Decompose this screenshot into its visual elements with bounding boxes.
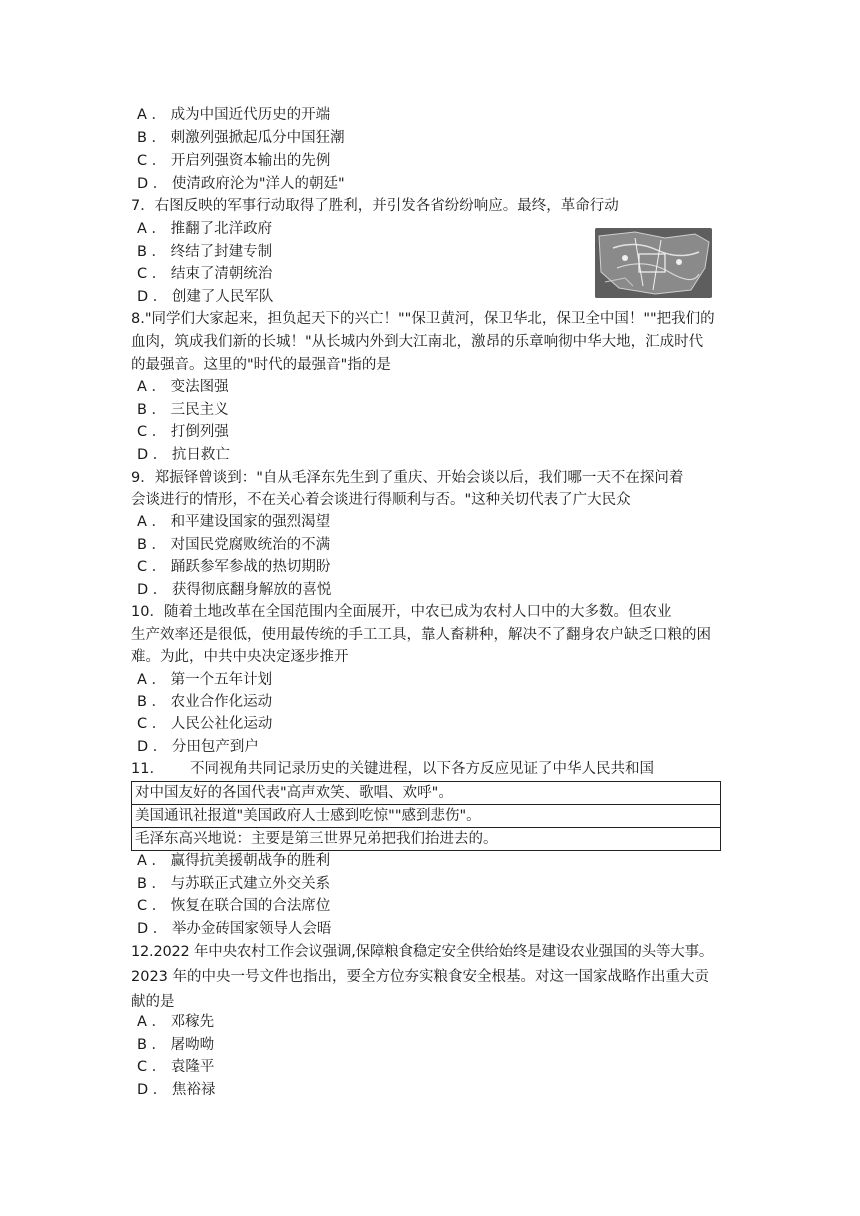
q6-option-d: D ． 使清政府沦为"洋人的朝廷" bbox=[137, 176, 345, 192]
q7-stem: 7．右图反映的军事行动取得了胜利，并引发各省纷纷响应。最终，革命行动 bbox=[131, 198, 619, 214]
q11-option-d: D ． 举办金砖国家领导人会晤 bbox=[137, 921, 332, 937]
q6-option-c: C ． 开启列强资本输出的先例 bbox=[137, 153, 331, 169]
q12-stem-line-3: 献的是 bbox=[131, 994, 175, 1010]
q7-option-c: C ． 结束了清朝统治 bbox=[137, 266, 273, 282]
q11-option-b: B ． 与苏联正式建立外交关系 bbox=[137, 876, 331, 892]
table-row bbox=[132, 782, 721, 805]
q12-option-d: D ． 焦裕禄 bbox=[137, 1082, 216, 1098]
q8-stem-line-2: 血肉，筑成我们新的长城！"从长城内外到大江南北，激昂的乐章响彻中华大地，汇成时代 bbox=[131, 334, 704, 350]
q7-option-d: D ． 创建了人民军队 bbox=[137, 289, 274, 305]
q8-option-b: B ． 三民主义 bbox=[137, 402, 229, 418]
q6-option-a: A ． 成为中国近代历史的开端 bbox=[137, 107, 331, 123]
q8-option-a: A ． 变法图强 bbox=[137, 379, 229, 395]
q9-stem-line-1: 9．郑振铎曾谈到："自从毛泽东先生到了重庆、开始会谈以后，我们哪一天不在探问着 bbox=[131, 470, 684, 486]
q10-stem-line-3: 难。为此，中共中央决定逐步推开 bbox=[131, 649, 349, 665]
q12-stem-line-1: 12.2022 年中央农村工作会议强调,保障粮食稳定安全供给始终是建设农业强国的头等大事。 bbox=[131, 944, 714, 960]
q10-option-a: A ． 第一个五年计划 bbox=[137, 672, 273, 688]
q11-option-c: C ． 恢复在联合国的合法席位 bbox=[137, 898, 331, 914]
q9-option-a: A ． 和平建设国家的强烈渴望 bbox=[137, 514, 331, 530]
q7-option-b: B ． 终结了封建专制 bbox=[137, 244, 273, 260]
q11-quote-2: 美国通讯社报道"美国政府人士感到吃惊""感到悲伤"。 bbox=[132, 805, 721, 828]
q12-option-a: A ． 邓稼先 bbox=[137, 1014, 215, 1030]
q9-option-d: D ． 获得彻底翻身解放的喜悦 bbox=[137, 582, 332, 598]
q11-number: 11. bbox=[131, 761, 155, 777]
table-row bbox=[132, 805, 721, 828]
q11-option-a: A ． 赢得抗美援朝战争的胜利 bbox=[137, 853, 331, 869]
q12-option-b: B ． 屠呦呦 bbox=[137, 1037, 215, 1053]
q8-stem-line-1: 8."同学们大家起来，担负起天下的兴亡！""保卫黄河，保卫华北，保卫全中国！""把我们的 bbox=[131, 311, 715, 327]
q11-quote-table bbox=[131, 781, 721, 851]
battle-map-image bbox=[595, 228, 712, 298]
q12-stem-line-2: 2023 年的中央一号文件也指出，要全方位夯实粮食安全根基。对这一国家战略作出重大贡 bbox=[131, 969, 710, 985]
q12-option-c: C ． 袁隆平 bbox=[137, 1059, 215, 1075]
q9-option-b: B ． 对国民党腐败统治的不满 bbox=[137, 537, 331, 553]
q11-quote-3: 毛泽东高兴地说：主要是第三世界兄弟把我们抬进去的。 bbox=[132, 828, 721, 851]
q10-option-b: B ． 农业合作化运动 bbox=[137, 694, 273, 710]
q10-option-c: C ． 人民公社化运动 bbox=[137, 716, 273, 732]
q10-stem-line-1: 10．随着土地改革在全国范围内全面展开，中农已成为农村人口中的大多数。但农业 bbox=[131, 604, 672, 620]
q11-quote-1: 对中国友好的各国代表"高声欢笑、歌唱、欢呼"。 bbox=[132, 782, 721, 805]
q10-stem-line-2: 生产效率还是很低，使用最传统的手工工具，靠人畜耕种，解决不了翻身农户缺乏口粮的困 bbox=[131, 627, 711, 643]
q8-stem-line-3: 的最强音。这里的"时代的最强音"指的是 bbox=[131, 357, 391, 373]
table-row bbox=[132, 828, 721, 851]
q9-option-c: C ． 踊跃参军参战的热切期盼 bbox=[137, 559, 331, 575]
q6-option-b: B ． 刺激列强掀起瓜分中国狂潮 bbox=[137, 130, 345, 146]
q8-option-c: C ． 打倒列强 bbox=[137, 424, 229, 440]
q10-option-d: D ． 分田包产到户 bbox=[137, 739, 259, 755]
q9-stem-line-2: 会谈进行的情形，不在关心着会谈进行得顺利与否。"这种关切代表了广大民众 bbox=[131, 492, 631, 508]
q7-option-a: A ． 推翻了北洋政府 bbox=[137, 221, 273, 237]
q8-option-d: D ． 抗日救亡 bbox=[137, 447, 230, 463]
q11-stem: 不同视角共同记录历史的关键进程，以下各方反应见证了中华人民共和国 bbox=[190, 761, 654, 777]
